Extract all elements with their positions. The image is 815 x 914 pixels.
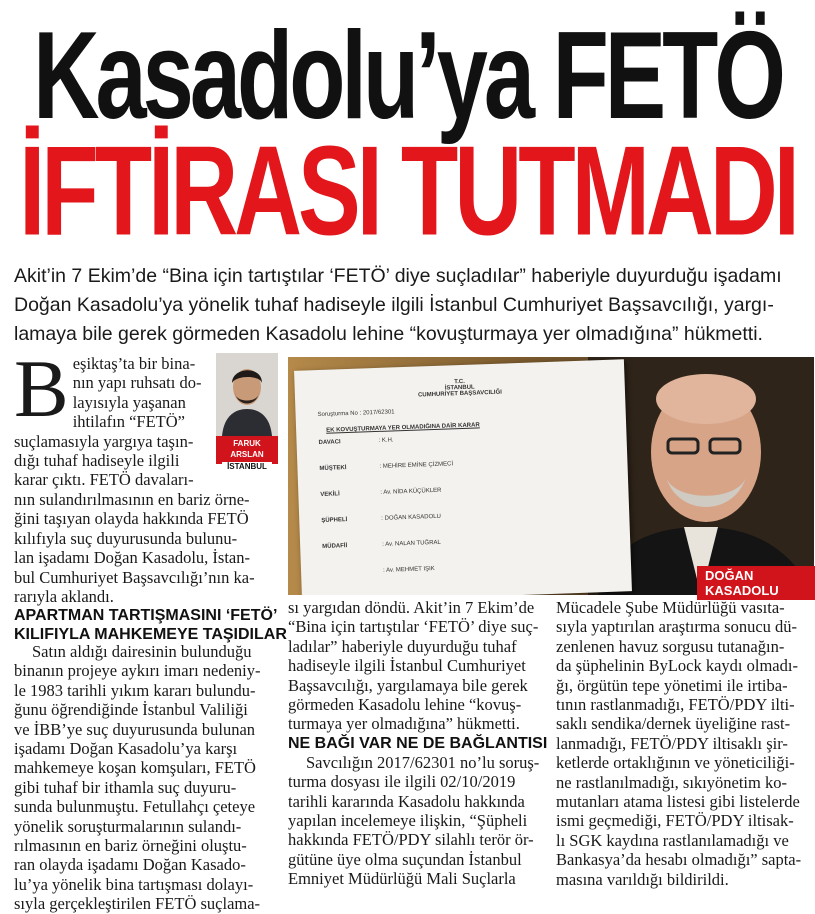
body-line: masına varıldığı bildirildi.: [556, 869, 729, 889]
body-line: tarihli kararında Kasadolu hakkında: [288, 791, 525, 811]
doc-row-value: : DOĞAN KASADOLU: [381, 513, 442, 522]
body-line: işadamı Doğan Kasadolu’ya karşı: [14, 739, 238, 759]
body-line: sıyla gerçekleştirilen FETÖ suçlama-: [14, 894, 261, 914]
body-line: le 1983 tarihli yıkım kararı bulundu-: [14, 680, 256, 700]
lead-line: Akit’in 7 Ekim’de “Bina için tartıştılar ‘FETÖ’ diye suçladılar” haberiyle duyurduğu işadamı: [14, 265, 782, 287]
doc-row-value: : Av. NİDA KÜÇÜKLER: [380, 487, 442, 496]
doc-row-label: MÜŞTEKİ: [319, 465, 347, 472]
headline-line-1: Kasadolu’ya FETÖ: [33, 7, 782, 145]
body-line: sunda bulunmuştu. Fetullahçı çeteye: [14, 797, 256, 817]
body-line: dığı tuhaf hadiseyle ilgili: [14, 451, 180, 471]
doc-rows: [318, 429, 631, 590]
body-line: Başsavcılığı, yargılamaya bile gerek: [288, 675, 528, 695]
body-line: ve İBB’ye suç duyurusunda bulunan: [14, 719, 256, 739]
body-line: nın sulandırılmasının en bariz örne-: [14, 490, 250, 509]
lead-line: Doğan Kasadolu’ya yönelik tuhaf hadiseyle ilgili İstanbul Cumhuriyet Başsavcılığı, yargı-: [14, 294, 774, 316]
body-line: da şüphelinin ByLock kaydı olmadı-: [556, 656, 798, 676]
drop-cap: B: [14, 343, 69, 434]
news-photo: [288, 357, 814, 595]
doc-row-label: MÜDAFİİ: [322, 543, 348, 550]
body-line: Savcılığın 2017/62301 no’lu soruş-: [306, 752, 540, 772]
doc-row-value: : K.H.: [378, 437, 394, 444]
body-line: sı yargıdan döndü. Akit’in 7 Ekim’de: [288, 598, 535, 617]
body-line: layısıyla yaşanan: [72, 392, 186, 412]
body-line: görmeden Kasadolu lehine “kovuş-: [288, 695, 522, 715]
body-line: binanın projeye aykırı imarı nedeniy-: [14, 661, 261, 681]
body-line: hadiseyle ilgili İstanbul Cumhuriyet: [288, 656, 526, 676]
body-line: gibi tuhaf bir ithamla suç duyuru-: [14, 777, 237, 797]
body-line: “Bina için tartıştılar ‘FETÖ’ diye suç-: [288, 617, 539, 637]
body-line: lanmadığı, FETÖ/PDY iltisaklı şir-: [556, 733, 788, 753]
column-3: [556, 598, 808, 889]
author-name: FARUK ARSLAN: [230, 439, 264, 459]
headline-line-2: İFTİRASI TUTMADI: [19, 119, 796, 262]
column-2: [288, 598, 550, 889]
body-line: turma dosyası ile ilgili 02/10/2019: [288, 772, 516, 792]
body-line: hakkında FETÖ/PDY silahlı terör ör-: [288, 830, 534, 850]
doc-row-label: VEKİLİ: [320, 491, 340, 498]
column-1-intro-wide: [14, 490, 287, 644]
body-line: ne rastlanılmadığı, sıkıyönetim ko-: [556, 772, 787, 792]
author-portrait-icon: [216, 353, 278, 436]
author-photo: [216, 353, 278, 436]
body-line: karar çıktı. FETÖ davaları-: [14, 470, 194, 490]
body-line: zenlenen havuz sorgusu tutanağın-: [556, 636, 785, 656]
body-line: ğini taşıyan olayda hakkında FETÖ: [14, 509, 249, 529]
author-city: İSTANBUL: [222, 462, 272, 472]
body-line: saklı sendika/dernek üyeliğine rast-: [556, 714, 791, 734]
subheading: NE BAĞI VAR NE DE BAĞLANTISI: [288, 734, 548, 752]
body-line: ihtilafın “FETÖ”: [72, 412, 185, 432]
doc-row-label: DAVACI: [318, 439, 341, 447]
doc-row-label: ŞÜPHELİ: [321, 517, 348, 524]
body-line: rarıyla aklandı.: [14, 587, 114, 607]
body-line: rılmasının en bariz örneğini oluştu-: [14, 836, 247, 856]
body-line: bul Cumhuriyet Başsavcılığı’nın ka-: [14, 567, 255, 587]
subheading: APARTMAN TARTIŞMASINI ‘FETÖ’: [14, 607, 278, 625]
body-line: kılıfıyla suç duyurusunda bulunu-: [14, 528, 238, 548]
body-line: sıyla yaptırılan araştırma sonucu dü-: [556, 617, 798, 637]
court-document: [294, 359, 632, 595]
doc-row-value: : MEHİRE EMİNE ÇİZMECİ: [379, 461, 454, 470]
body-line: nın yapı ruhsatı do-: [72, 373, 202, 393]
body-line: eşiktaş’ta bir bina-: [72, 354, 196, 373]
subheading: KILIFIYLA MAHKEMEYE TAŞIDILAR: [14, 626, 287, 644]
lead-line: lamaya bile gerek görmeden Kasadolu lehine “kovuşturmaya yer olmadığına” hükmetti.: [14, 323, 763, 345]
body-line: yönelik soruşturmalarının sulandı-: [14, 816, 242, 836]
body-line: tının rastlanmadığı, FETÖ/PDY ilti-: [556, 695, 795, 715]
body-line: Bankasya’da hesabı olmadığı” sapta-: [556, 850, 802, 870]
body-line: lı SGK kaydına rastlanılamadığı ve: [556, 830, 789, 850]
body-line: ladılar” haberiyle duyurduğu tuhaf: [288, 636, 517, 656]
doc-title: EK KOVUŞTURMAYA YER OLMADIĞINA DAİR KARAR: [326, 422, 480, 434]
body-line: lu’ya yönelik bina tartışması dolayı-: [14, 874, 254, 894]
body-line: ketlerde ortaklığının ve yöneticiliği-: [556, 753, 795, 773]
body-line: mahkemeye koşan komşuları, FETÖ: [14, 758, 256, 778]
body-line: Emniyet Müdürlüğü Mali Suçlarla: [288, 869, 516, 889]
body-line: lan işadamı Doğan Kasadolu, İstan-: [14, 548, 250, 568]
author-tag: [216, 436, 278, 471]
doc-header: İSTANBUL: [444, 384, 475, 392]
body-line: ismi geçmediği, FETÖ/PDY iltisak-: [556, 811, 794, 831]
doc-row-value: : Av. NALAN TUĞRAL: [382, 539, 441, 548]
column-1-body: [14, 642, 282, 914]
body-line: turmaya yer olmadığına” hükmetti.: [288, 714, 520, 734]
doc-row-value: : Av. MEHMET IŞIK: [382, 566, 435, 574]
body-line: ğı, örgütün tepe yönetimi ile irtiba-: [556, 675, 788, 695]
photo-caption: DOĞAN KASADOLU: [697, 566, 815, 600]
column-1-intro: [14, 343, 214, 490]
body-line: suçlamasıyla yargıya taşın-: [14, 431, 194, 451]
lead-paragraph: [14, 262, 804, 349]
doc-file-line: Soruşturma No : 2017/62301: [317, 409, 395, 419]
doc-row-label: [323, 568, 384, 590]
body-line: ğunu öğrendiğinde İstanbul Valiliği: [14, 700, 248, 720]
body-line: mutanları atama listesi gibi listelerde: [556, 792, 800, 812]
body-line: Mücadele Şube Müdürlüğü vasıta-: [556, 598, 785, 617]
body-line: ran olayda işadamı Doğan Kasado-: [14, 855, 246, 875]
body-line: yapılan incelemeye ilişkin, “Şüpheli: [288, 811, 528, 831]
doc-header: CUMHURİYET BAŞSAVCILIĞI: [417, 389, 502, 399]
body-line: Satın aldığı dairesinin bulunduğu: [32, 642, 252, 661]
doc-header: T.C.: [454, 378, 465, 386]
body-line: gütüne üye olma suçundan İstanbul: [288, 849, 522, 869]
